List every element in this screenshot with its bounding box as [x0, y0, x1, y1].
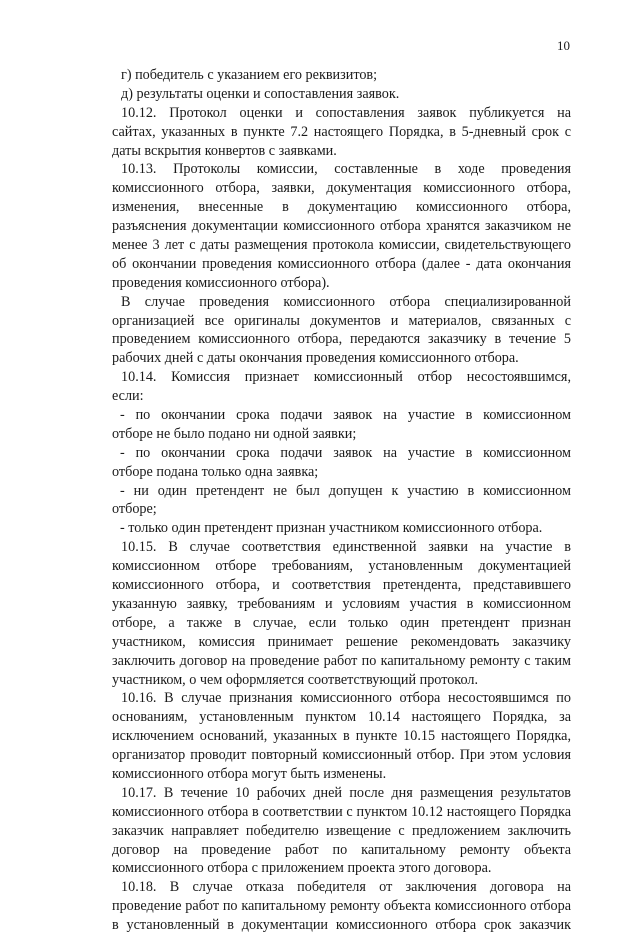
text-line: рабочих дней с даты окончания проведения комиссионного отбора.	[112, 350, 519, 367]
text-line: 10.15. В случае соответствия единственной заявки на участие в	[121, 539, 571, 556]
text-line: комиссионного отбора могут быть изменены.	[112, 765, 387, 782]
text-line: отборе не было подано ни одной заявки;	[112, 425, 357, 442]
text-line: если:	[112, 388, 144, 405]
text-line: организатор проводит повторный комиссионный отбор. При этом условия	[112, 747, 571, 764]
text-line: отборе;	[112, 501, 157, 518]
text-line: об окончании проведения комиссионного отбора (далее - дата окончания	[112, 255, 571, 272]
text-line: заказчик направляет победителю извещение с предложением заключить	[112, 822, 571, 839]
text-line: - по окончании срока подачи заявок на участие в комиссионном	[120, 444, 571, 461]
text-line: 10.13. Протоколы комиссии, составленные в ходе проведения	[121, 161, 571, 178]
text-line: комиссионного отбора с приложением проекта этого договора.	[112, 860, 492, 877]
text-line: изменения, внесенные в документацию комиссионного отбора,	[112, 199, 571, 216]
text-line: разъяснения документации комиссионного отбора хранятся заказчиком не	[112, 218, 571, 235]
text-line: комиссионного отбора, заявки, документация комиссионного отбора,	[112, 180, 571, 197]
page-number: 10	[557, 38, 570, 53]
text-line: даты вскрытия конвертов с заявками.	[112, 142, 337, 159]
text-line: - по окончании срока подачи заявок на участие в комиссионном	[120, 407, 571, 424]
text-line: 10.17. В течение 10 рабочих дней после дня размещения результатов	[121, 784, 571, 801]
text-line: - ни один претендент не был допущен к участию в комиссионном	[120, 482, 571, 499]
text-line: указанную заявку, требованиям и условиям участия в комиссионном	[112, 595, 571, 612]
text-line: 10.14. Комиссия признает комиссионный отбор несостоявшимся,	[121, 369, 571, 386]
text-line: организацией все оригиналы документов и материалов, связанных с	[112, 312, 571, 329]
text-line: менее 3 лет с даты размещения протокола комиссии, свидетельствующего	[112, 237, 571, 254]
text-line: основаниям, установленным пунктом 10.14 настоящего Порядка, за	[112, 709, 571, 726]
document-body	[112, 66, 571, 935]
text-line: комиссионном отборе требованиям, установленным документацией	[112, 558, 571, 575]
text-line: отборе, а также в случае, если только один претендент признан	[112, 614, 571, 631]
text-line: проведения комиссионного отбора).	[112, 274, 330, 291]
text-line: сайтах, указанных в пункте 7.2 настоящего Порядка, в 5-дневный срок с	[112, 123, 571, 140]
text-line: договор на проведение работ по капитальному ремонту объекта	[112, 841, 571, 858]
text-line: комиссионного отбора в соответствии с пунктом 10.12 настоящего Порядка	[112, 803, 571, 820]
text-line: участником, комиссия принимает решение рекомендовать заказчику	[112, 633, 571, 650]
text-line: проведение работ по капитальному ремонту объекта комиссионного отбора	[112, 898, 571, 915]
text-line: В случае проведения комиссионного отбора специализированной	[121, 293, 571, 310]
text-line: в установленный в документации комиссионного отбора срок заказчик	[112, 917, 571, 934]
text-line: заключить договор на проведение работ по капитальному ремонту с таким	[112, 652, 571, 669]
text-line: д) результаты оценки и сопоставления заявок.	[121, 85, 400, 102]
text-line: 10.18. В случае отказа победителя от заключения договора на	[121, 879, 571, 896]
text-line: отборе подана только одна заявка;	[112, 463, 319, 480]
text-line: проведением комиссионного отбора, передаются заказчику в течение 5	[112, 331, 571, 348]
text-line: г) победитель с указанием его реквизитов;	[121, 67, 378, 83]
text-line: участником, о чем оформляется соответствующий протокол.	[112, 671, 479, 688]
text-line: - только один претендент признан участником комиссионного отбора.	[120, 520, 543, 537]
text-line: 10.12. Протокол оценки и сопоставления заявок публикуется на	[121, 104, 571, 121]
text-line: исключением оснований, указанных в пункте 10.15 настоящего Порядка,	[112, 728, 571, 745]
text-line: комиссионного отбора, и соответствия претендента, представившего	[112, 577, 571, 594]
text-line: 10.16. В случае признания комиссионного отбора несостоявшимся по	[121, 690, 571, 707]
